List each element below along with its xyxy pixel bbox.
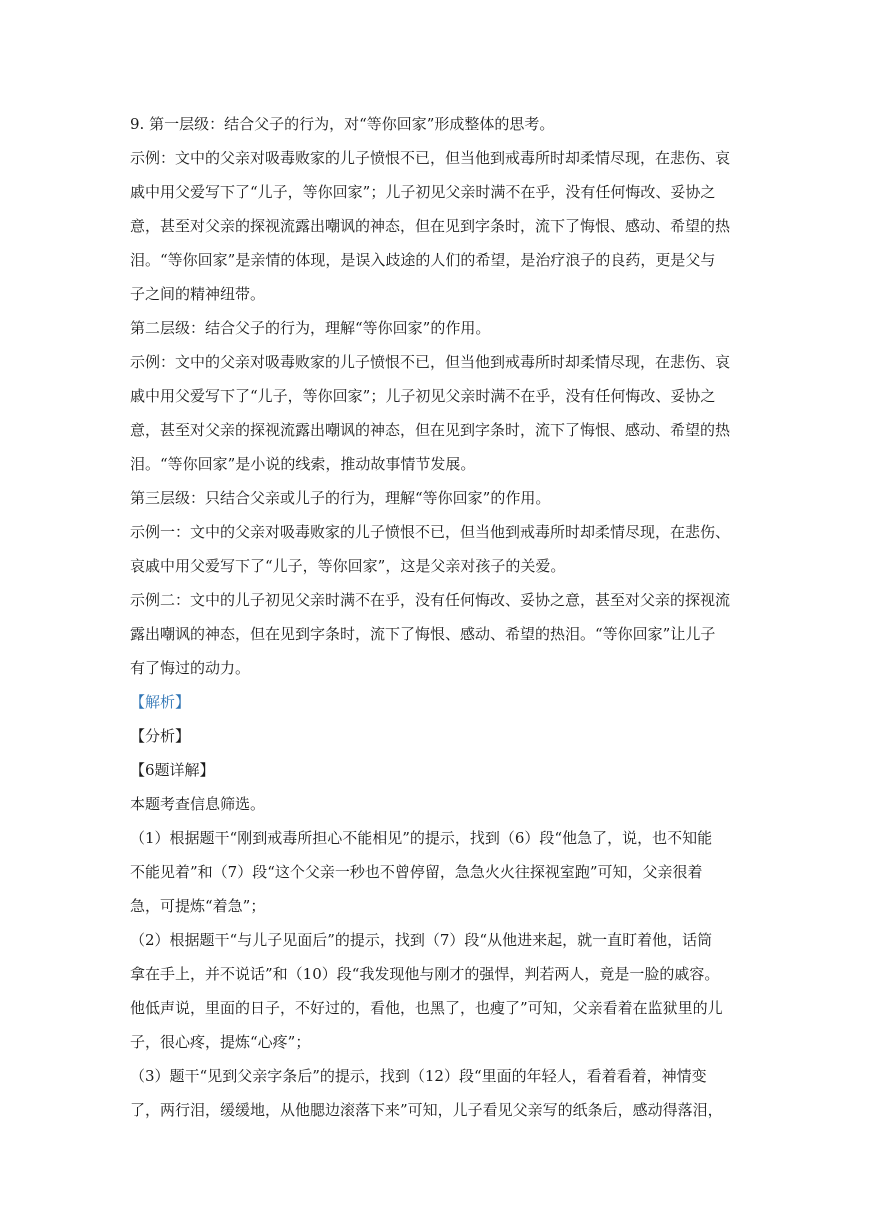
section-heading-fenxi: 【分析】 bbox=[130, 727, 191, 745]
document-body bbox=[130, 107, 742, 1127]
text-line: （1）根据题干“刚到戒毒所担心不能相见”的提示，找到（6）段“他急了，说，也不知能 bbox=[130, 829, 713, 847]
text-line: 哀戚中用父爱写下了“儿子，等你回家”，这是父亲对孩子的关爱。 bbox=[130, 557, 566, 575]
text-line: 9. 第一层级：结合父子的行为，对“等你回家”形成整体的思考。 bbox=[130, 115, 555, 133]
text-line: 子，很心疼，提炼“心疼”； bbox=[130, 1033, 311, 1051]
text-line: 意，甚至对父亲的探视流露出嘲讽的神态，但在见到字条时，流下了悔恨、感动、希望的热 bbox=[130, 421, 731, 439]
text-line: 不能见着”和（7）段“这个父亲一秒也不曾停留，急急火火往探视室跑”可知，父亲很着 bbox=[130, 863, 703, 881]
text-line: 戚中用父爱写下了“儿子，等你回家”；儿子初见父亲时满不在乎，没有任何悔改、妥协之 bbox=[130, 387, 716, 405]
text-line: 意，甚至对父亲的探视流露出嘲讽的神态，但在见到字条时，流下了悔恨、感动、希望的热 bbox=[130, 217, 731, 235]
text-line: 急，可提炼“着急”； bbox=[130, 897, 266, 915]
section-heading-q6: 【6题详解】 bbox=[130, 761, 215, 779]
text-line: 有了悔过的动力。 bbox=[130, 659, 251, 677]
text-line: 拿在手上，并不说话”和（10）段“我发现他与刚才的强悍，判若两人，竟是一脸的戚容。 bbox=[130, 965, 720, 983]
text-line: 他低声说，里面的日子，不好过的，看他，也黑了，也瘦了”可知，父亲看着在监狱里的儿 bbox=[130, 999, 723, 1017]
text-line: 第二层级：结合父子的行为，理解“等你回家”的作用。 bbox=[130, 319, 491, 337]
text-line: 泪。“等你回家”是亲情的体现，是误入歧途的人们的希望，是治疗浪子的良药，更是父与 bbox=[130, 251, 716, 269]
text-line: （3）题干“见到父亲字条后”的提示，找到（12）段“里面的年轻人，看着看着，神情变 bbox=[130, 1067, 707, 1085]
text-line: 示例：文中的父亲对吸毒败家的儿子愤恨不已，但当他到戒毒所时却柔情尽现，在悲伤、哀 bbox=[130, 149, 731, 167]
text-line: 示例二：文中的儿子初见父亲时满不在乎，没有任何悔改、妥协之意，甚至对父亲的探视流 bbox=[130, 591, 731, 609]
text-line: 本题考查信息筛选。 bbox=[130, 795, 266, 813]
text-line: 了，两行泪，缓缓地，从他腮边滚落下来”可知，儿子看见父亲写的纸条后，感动得落泪， bbox=[130, 1101, 723, 1119]
text-line: 第三层级：只结合父亲或儿子的行为，理解“等你回家”的作用。 bbox=[130, 489, 551, 507]
text-line: 泪。“等你回家”是小说的线索，推动故事情节发展。 bbox=[130, 455, 476, 473]
text-line: （2）根据题干“与儿子见面后”的提示，找到（7）段“从他进来起，就一直盯着他，话筒 bbox=[130, 931, 713, 949]
text-line: 戚中用父爱写下了“儿子，等你回家”；儿子初见父亲时满不在乎，没有任何悔改、妥协之 bbox=[130, 183, 716, 201]
text-line: 示例：文中的父亲对吸毒败家的儿子愤恨不已，但当他到戒毒所时却柔情尽现，在悲伤、哀 bbox=[130, 353, 731, 371]
text-line: 子之间的精神纽带。 bbox=[130, 285, 266, 303]
section-heading-analysis: 【解析】 bbox=[130, 693, 191, 711]
text-line: 露出嘲讽的神态，但在见到字条时，流下了悔恨、感动、希望的热泪。“等你回家”让儿子 bbox=[130, 625, 716, 643]
text-line: 示例一：文中的父亲对吸毒败家的儿子愤恨不已，但当他到戒毒所时却柔情尽现，在悲伤、 bbox=[130, 523, 731, 541]
